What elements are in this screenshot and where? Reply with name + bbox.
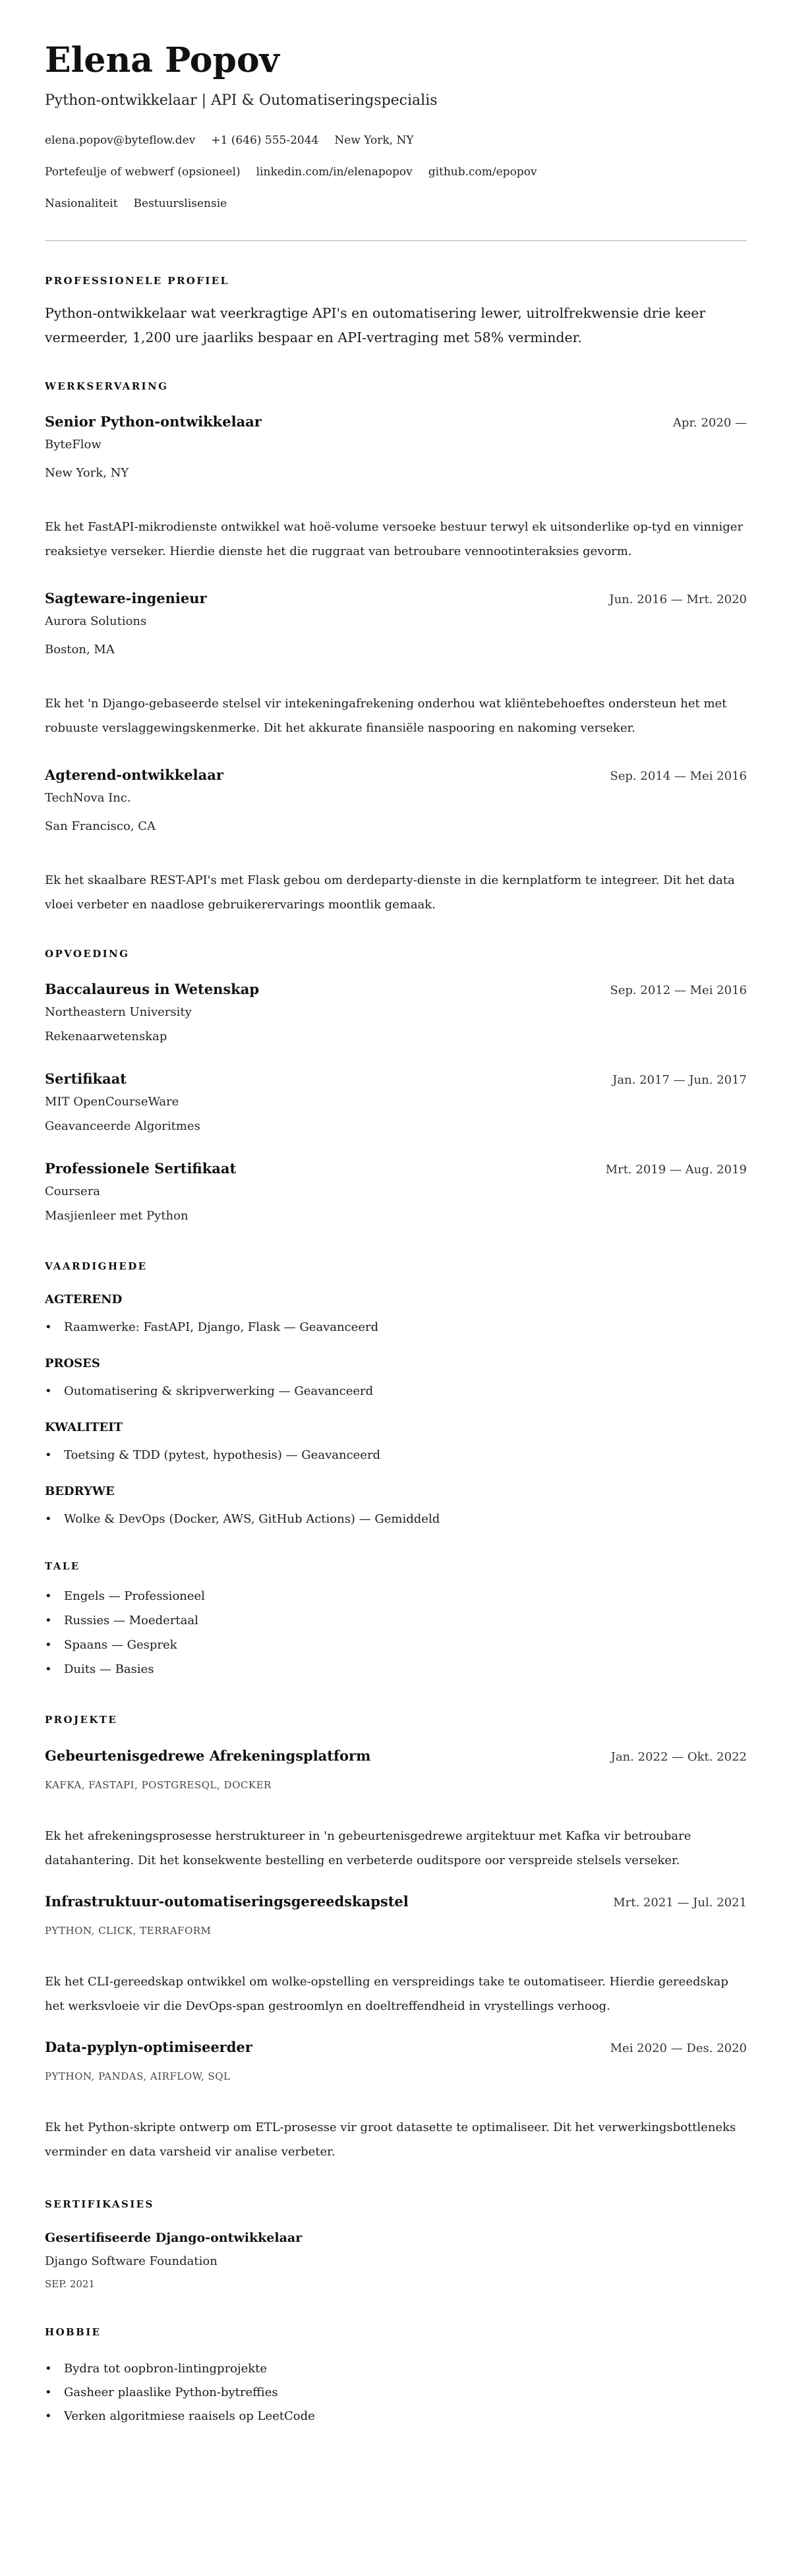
section-heading: VAARDIGHEDE	[45, 1260, 148, 1272]
entry-header	[45, 1070, 747, 1090]
languages-list	[45, 1584, 747, 1682]
project-description: Ek het CLI-gereedskap ontwikkel om wolke-opstelling en verspreidings take te outomatiseer. Hierdie gereedskap het werksvloeie vir die DevOps-span gestroomlyn en doeltreffendheid in vrystellings verhoog.	[45, 1974, 728, 2013]
education-entry	[45, 1159, 747, 1225]
skill-group-name: BEDRYWE	[45, 1484, 115, 1498]
company-name: TechNova Inc.	[45, 791, 131, 805]
entry-dates: Apr. 2020 —	[672, 416, 747, 430]
job-location: San Francisco, CA	[45, 819, 156, 833]
skill-group	[45, 1292, 747, 1336]
job-location: New York, NY	[45, 466, 129, 480]
job-description: Ek het skaalbare REST-API's met Flask gebou om derdeparty-dienste in die kernplatform te integreer. Dit het data vloei verbeter en naadlose gebruikerervarings moontlik gemaak.	[45, 873, 735, 912]
entry-title: Senior Python-ontwikkelaar	[45, 413, 262, 430]
skill-group-name: KWALITEIT	[45, 1420, 123, 1434]
institution-name: Coursera	[45, 1185, 101, 1198]
certification-issuer: Django Software Foundation	[45, 2254, 218, 2268]
skill-group	[45, 1484, 747, 1528]
entry-header	[45, 766, 747, 786]
skill-item: • Raamwerke: FastAPI, Django, Flask — Geavanceerd	[45, 1319, 747, 1336]
skills-section	[45, 1260, 747, 1528]
resume-header	[45, 40, 747, 212]
certification-date: SEP. 2021	[45, 2277, 95, 2290]
language-item: • Duits — Basies	[45, 1657, 747, 1682]
entry-header	[45, 1159, 747, 1179]
job-description: Ek het 'n Django-gebaseerde stelsel vir intekeningafrekening onderhou wat kliëntebehoeftes ondersteun het met robuuste verslaggewingskenmerke. Dit het akkurate finansiële naspooring en nakoming verseker.	[45, 697, 727, 735]
entry-dates: Sep. 2014 — Mei 2016	[610, 769, 747, 783]
skill-list	[45, 1511, 747, 1528]
project-entry	[45, 2038, 747, 2164]
github-link[interactable]: github.com/epopov	[428, 165, 537, 179]
entry-dates: Sep. 2012 — Mei 2016	[610, 983, 747, 997]
phone: +1 (646) 555-2044	[211, 134, 319, 147]
candidate-name: Elena Popov	[45, 40, 279, 80]
certification-entry	[45, 2229, 747, 2291]
language-item: • Engels — Professioneel	[45, 1584, 747, 1608]
skill-item: • Outomatisering & skripverwerking — Geavanceerd	[45, 1383, 747, 1400]
field-of-study: Rekenaarwetenskap	[45, 1030, 167, 1043]
location: New York, NY	[334, 134, 414, 147]
section-heading: SERTIFIKASIES	[45, 2198, 154, 2210]
skill-group	[45, 1356, 747, 1400]
project-description: Ek het afrekeningsprosesse herstruktureer in 'n gebeurtenisgedrewe argitektuur met Kafka vir betroubare datahantering. Dit het konsekwente bestelling en verbeterde ouditspore oor verspreide stelsels verseker.	[45, 1829, 691, 1867]
entry-title: Data-pyplyn-optimiseerder	[45, 2038, 252, 2055]
entry-dates: Mrt. 2021 — Jul. 2021	[613, 1895, 747, 1910]
entry-dates: Jan. 2022 — Okt. 2022	[610, 1749, 747, 1764]
contact-row	[45, 163, 747, 181]
field-of-study: Masjienleer met Python	[45, 1209, 189, 1223]
company-name: Aurora Solutions	[45, 614, 147, 628]
education-entry	[45, 980, 747, 1045]
field-of-study: Geavanceerde Algoritmes	[45, 1119, 200, 1133]
entry-header	[45, 980, 747, 1000]
hobby-item: • Bydra tot oopbron-lintingprojekte	[45, 2357, 747, 2381]
skill-group-name: PROSES	[45, 1357, 100, 1370]
contact-row	[45, 195, 747, 212]
experience-section	[45, 380, 747, 917]
project-description: Ek het Python-skripte ontwerp om ETL-prosesse vir groot datasette te optimaliseer. Dit het verwerkingsbottleneks verminder en data varsheid vir analise verbeter.	[45, 2120, 736, 2159]
nationality: Nasionaliteit	[45, 197, 118, 210]
entry-title: Professionele Sertifikaat	[45, 1160, 237, 1177]
section-heading: WERKSERVARING	[45, 380, 169, 392]
section-heading: OPVOEDING	[45, 948, 130, 960]
entry-dates: Mrt. 2019 — Aug. 2019	[605, 1163, 747, 1177]
section-heading: PROJEKTE	[45, 1713, 118, 1726]
skill-list	[45, 1447, 747, 1464]
job-location: Boston, MA	[45, 643, 115, 657]
entry-title: Sagteware-ingenieur	[45, 590, 207, 606]
entry-title: Infrastruktuur-outomatiseringsgereedskapstel	[45, 1892, 409, 1910]
entry-header	[45, 413, 747, 432]
profile-text: Python-ontwikkelaar wat veerkragtige API's en outomatisering lewer, uitrolfrekwensie drie keer vermeerder, 1,200 ure jaarliks bespaar en API-vertraging met 58% verminder.	[45, 305, 706, 345]
skill-item: • Wolke & DevOps (Docker, AWS, GitHub Actions) — Gemiddeld	[45, 1511, 747, 1528]
projects-section	[45, 1713, 747, 2164]
education-entry	[45, 1070, 747, 1135]
entry-title: Gebeurtenisgedrewe Afrekeningsplatform	[45, 1747, 371, 1764]
project-entry	[45, 1747, 747, 1873]
email-link[interactable]: elena.popov@byteflow.dev	[45, 134, 196, 147]
drivers-license: Bestuurslisensie	[133, 197, 227, 210]
certification-title: Gesertifiseerde Django-ontwikkelaar	[45, 2230, 303, 2245]
project-tech-tags: KAFKA, FASTAPI, POSTGRESQL, DOCKER	[45, 1778, 272, 1791]
candidate-title: Python-ontwikkelaar | API & Outomatiseringspecialis	[45, 92, 438, 109]
portfolio-link[interactable]: Portefeulje of webwerf (opsioneel)	[45, 165, 241, 179]
skill-group-name: AGTEREND	[45, 1293, 123, 1306]
job-entry	[45, 589, 747, 740]
project-entry	[45, 1892, 747, 2018]
job-description: Ek het FastAPI-mikrodienste ontwikkel wat hoë-volume versoeke bestuur terwyl ek uitsonderlike op-tyd en vinniger reaksietye verseker. Hierdie dienste het die ruggraat van betroubare vennootinteraksies gevorm.	[45, 520, 744, 558]
project-tech-tags: PYTHON, CLICK, TERRAFORM	[45, 1924, 212, 1937]
entry-header	[45, 589, 747, 609]
hobbies-list	[45, 2357, 747, 2428]
skill-list	[45, 1319, 747, 1336]
hobby-item: • Verken algoritmiese raaisels op LeetCode	[45, 2405, 747, 2428]
institution-name: Northeastern University	[45, 1005, 192, 1019]
entry-header	[45, 1892, 747, 1912]
entry-title: Agterend-ontwikkelaar	[45, 767, 223, 783]
linkedin-link[interactable]: linkedin.com/in/elenapopov	[256, 165, 413, 179]
entry-header	[45, 2038, 747, 2058]
company-name: ByteFlow	[45, 438, 102, 452]
skill-item: • Toetsing & TDD (pytest, hypothesis) — Geavanceerd	[45, 1447, 747, 1464]
hobby-item: • Gasheer plaaslike Python-bytreffies	[45, 2381, 747, 2405]
contact-info	[45, 132, 747, 212]
languages-section	[45, 1560, 747, 1682]
language-item: • Russies — Moedertaal	[45, 1608, 747, 1633]
skill-group	[45, 1420, 747, 1464]
contact-row	[45, 132, 747, 149]
entry-title: Baccalaureus in Wetenskap	[45, 981, 259, 997]
entry-dates: Mei 2020 — Des. 2020	[610, 2041, 747, 2055]
entry-dates: Jun. 2016 — Mrt. 2020	[609, 593, 747, 606]
hobbies-section	[45, 2326, 747, 2428]
language-item: • Spaans — Gesprek	[45, 1633, 747, 1657]
entry-title: Sertifikaat	[45, 1070, 127, 1087]
institution-name: MIT OpenCourseWare	[45, 1095, 179, 1109]
certifications-section	[45, 2198, 747, 2291]
section-heading: PROFESSIONELE PROFIEL	[45, 275, 229, 287]
section-heading: HOBBIE	[45, 2326, 102, 2338]
project-tech-tags: PYTHON, PANDAS, AIRFLOW, SQL	[45, 2070, 231, 2082]
skill-list	[45, 1383, 747, 1400]
section-heading: TALE	[45, 1560, 80, 1572]
profile-section	[45, 274, 747, 349]
job-entry	[45, 766, 747, 917]
job-entry	[45, 413, 747, 564]
entry-header	[45, 1747, 747, 1767]
entry-dates: Jan. 2017 — Jun. 2017	[612, 1073, 747, 1087]
header-divider	[45, 240, 747, 241]
education-section	[45, 947, 747, 1225]
